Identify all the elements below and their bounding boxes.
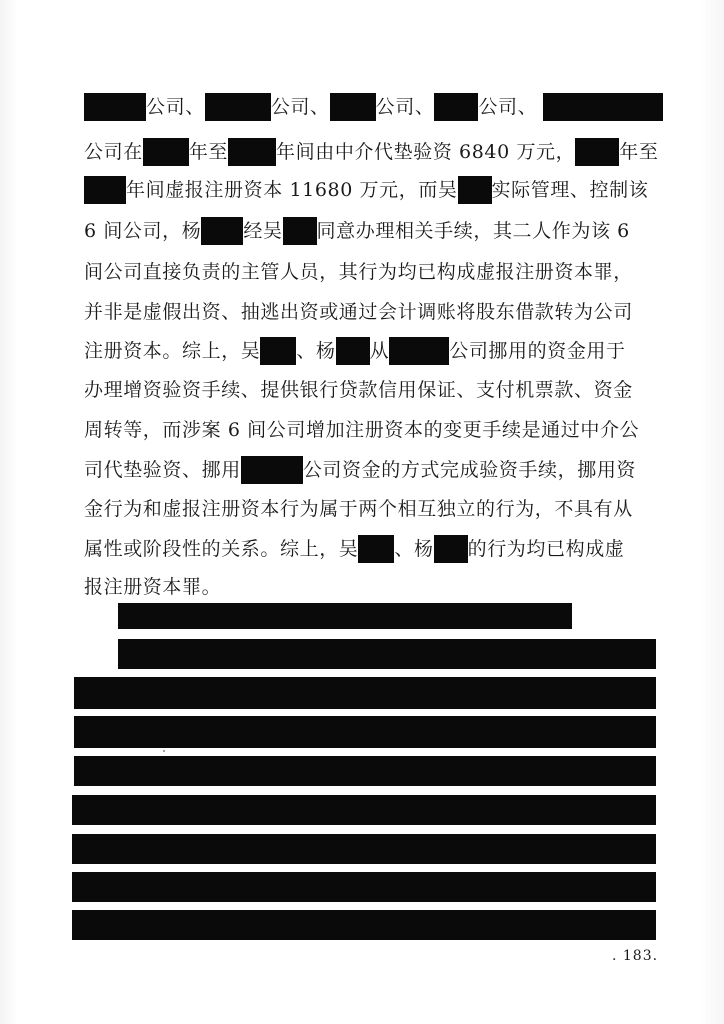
text-segment: 6 间公司，杨 bbox=[84, 220, 202, 242]
redaction-block bbox=[358, 535, 394, 563]
text-segment: 注册资本。综上，吴 bbox=[84, 340, 261, 362]
redaction-bar bbox=[118, 639, 656, 669]
redaction-bar bbox=[72, 872, 656, 902]
page-number: . 183. bbox=[612, 948, 659, 964]
redaction-block bbox=[260, 337, 296, 365]
text-line-3 bbox=[84, 174, 648, 204]
redaction-bar bbox=[74, 677, 656, 709]
text-segment: 公司、 bbox=[146, 96, 205, 118]
text-line-10 bbox=[84, 454, 636, 484]
text-segment: 从 bbox=[369, 340, 390, 362]
text-segment: 经吴 bbox=[243, 220, 283, 242]
text-line-9 bbox=[84, 414, 639, 444]
redaction-block bbox=[330, 93, 376, 121]
text-segment: 办理增资验资手续、提供银行贷款信用保证、支付机票款、资金 bbox=[84, 379, 633, 401]
text-line-2 bbox=[84, 136, 658, 166]
text-segment: 实际管理、控制该 bbox=[491, 179, 649, 201]
text-segment: 、杨 bbox=[296, 340, 336, 362]
text-segment: 公司资金的方式完成验资手续，挪用资 bbox=[302, 459, 637, 481]
redaction-bar bbox=[72, 834, 656, 864]
redaction-block bbox=[575, 138, 619, 166]
text-line-11 bbox=[84, 493, 633, 523]
text-segment: 公司、 bbox=[478, 96, 538, 118]
text-segment: 公司、 bbox=[375, 96, 435, 118]
text-segment: 年至 bbox=[619, 141, 659, 163]
text-segment: 报注册资本罪。 bbox=[84, 576, 222, 598]
text-segment: 同意办理相关手续，其二人作为该 6 bbox=[316, 220, 630, 242]
scan-speck bbox=[163, 750, 165, 752]
redaction-block bbox=[84, 93, 146, 121]
text-segment: 司代垫验资、挪用 bbox=[84, 459, 241, 481]
text-line-5 bbox=[84, 256, 633, 286]
text-line-6 bbox=[84, 296, 633, 326]
redaction-block bbox=[84, 176, 126, 204]
text-line-1 bbox=[84, 91, 663, 121]
redaction-block bbox=[543, 93, 663, 121]
text-segment: 属性或阶段性的关系。综上，吴 bbox=[84, 538, 359, 560]
text-segment: 、杨 bbox=[394, 538, 434, 560]
redaction-block bbox=[458, 176, 492, 204]
text-segment: 年间由中介代垫验资 6840 万元， bbox=[276, 141, 576, 163]
redaction-block bbox=[434, 93, 478, 121]
text-segment: 公司挪用的资金用于 bbox=[449, 340, 626, 362]
redaction-bar bbox=[74, 756, 656, 786]
text-segment: 年至 bbox=[188, 141, 229, 163]
text-line-13 bbox=[84, 571, 221, 601]
text-segment: 金行为和虚报注册资本行为属于两个相互独立的行为，不具有从 bbox=[84, 498, 633, 520]
text-segment: 间公司直接负责的主管人员，其行为均已构成虚报注册资本罪， bbox=[84, 261, 633, 283]
text-line-8 bbox=[84, 374, 633, 404]
redaction-block bbox=[434, 535, 468, 563]
redaction-block bbox=[143, 138, 189, 166]
text-segment: 的行为均已构成虚 bbox=[467, 538, 625, 560]
text-segment: 年间虚报注册资本 11680 万元，而吴 bbox=[126, 179, 458, 201]
redaction-bar bbox=[72, 795, 656, 825]
text-line-4 bbox=[84, 215, 630, 245]
redaction-block bbox=[201, 217, 243, 245]
redaction-bar bbox=[72, 910, 656, 940]
text-line-7 bbox=[84, 335, 626, 365]
redaction-block bbox=[389, 337, 449, 365]
redaction-block bbox=[205, 93, 271, 121]
text-segment: 公司在 bbox=[84, 141, 143, 163]
text-segment: 公司、 bbox=[270, 96, 330, 118]
redaction-block bbox=[228, 138, 276, 166]
text-segment: 周转等，而涉案 6 间公司增加注册资本的变更手续是通过中介公 bbox=[84, 419, 640, 441]
redaction-block bbox=[241, 456, 303, 484]
redaction-bar bbox=[118, 603, 572, 629]
redaction-block bbox=[283, 217, 317, 245]
redaction-block bbox=[336, 337, 370, 365]
text-segment: 并非是虚假出资、抽逃出资或通过会计调账将股东借款转为公司 bbox=[84, 301, 633, 323]
text-line-12 bbox=[84, 533, 624, 563]
redaction-bar bbox=[74, 716, 656, 748]
